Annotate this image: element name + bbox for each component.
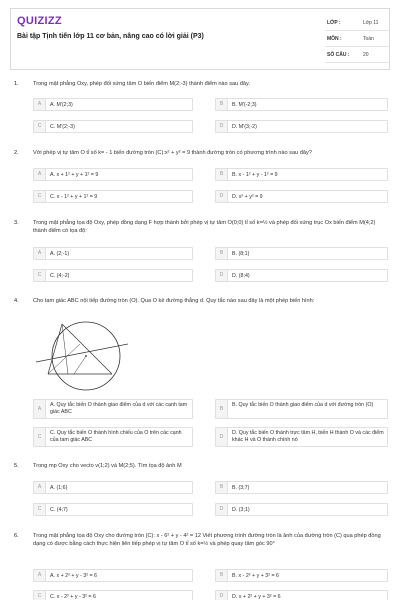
quizizz-logo: QUIZIZZ — [17, 15, 62, 27]
option-letter: C — [34, 591, 46, 600]
question-text: Trong mặt phẳng tọa độ Oxy, phép đồng dạng F hợp thành bởi phép vị tự tâm O(0;0) tỉ số k=½ và phép đối xứng trục Ox biến điểm M(4;2) thành điểm có tọa độ: — [33, 220, 376, 234]
question-number: 6. — [14, 533, 19, 539]
option-text: A. x + 2² + y - 3² = 6 — [50, 573, 97, 579]
option-letter: C — [34, 191, 46, 202]
meta-value: Lớp 11 — [363, 20, 379, 26]
meta-key: SỐ CÂU : — [327, 52, 350, 58]
question-number: 1. — [14, 81, 19, 87]
answer-option[interactable] — [33, 98, 193, 111]
radius-line — [74, 356, 86, 374]
option-letter: D — [216, 591, 228, 600]
answer-option[interactable] — [33, 190, 193, 203]
worksheet-header — [10, 8, 390, 70]
triangle-circle-figure — [34, 316, 134, 394]
meta-key: LỚP : — [327, 20, 341, 26]
option-text: C. (4;-2) — [50, 273, 70, 279]
option-letter: C — [34, 504, 46, 515]
option-letter: B — [216, 482, 228, 493]
question-text: Trong mặt phẳng Oxy, phép đối xứng tâm O biến điểm M(2;-3) thành điểm nào sau đây. — [33, 81, 250, 87]
option-letter: B — [216, 99, 228, 110]
option-text: B. x - 1² + y - 1² = 9 — [232, 172, 278, 178]
meta-row-class — [325, 15, 389, 31]
answer-option[interactable] — [33, 399, 193, 419]
question-number: 5. — [14, 463, 19, 469]
option-text: A. x + 1² + y + 1² = 9 — [50, 172, 99, 178]
option-letter: D — [216, 121, 228, 132]
answer-option[interactable] — [33, 120, 193, 133]
answer-option[interactable] — [215, 190, 388, 203]
option-text: B. M'(-2;3) — [232, 102, 257, 108]
option-text: D. x + 2² + y + 3² = 6 — [232, 594, 281, 600]
option-letter: C — [34, 270, 46, 281]
option-text: C. Quy tắc biến O thành hình chiếu của O trên các cạnh của tam giác ABC — [50, 430, 182, 443]
answer-option[interactable] — [215, 569, 388, 582]
option-letter: D — [216, 191, 228, 202]
triangle-side — [48, 324, 62, 374]
answer-option[interactable] — [33, 590, 193, 600]
option-text: C. x - 2² + y - 3² = 6 — [50, 594, 96, 600]
question-text: Trong mp Oxy cho vecto v(1;2) và M(2;5). Tìm tọa độ ảnh M — [33, 463, 182, 469]
altitude-line — [62, 324, 68, 374]
answer-option[interactable] — [215, 427, 388, 447]
answer-option[interactable] — [215, 503, 388, 516]
answer-option[interactable] — [215, 247, 388, 260]
center-point — [85, 355, 87, 357]
option-letter: D — [216, 504, 228, 515]
answer-option[interactable] — [33, 427, 193, 447]
answer-option[interactable] — [33, 269, 193, 282]
meta-row-subject — [325, 31, 389, 47]
question-text: Cho tam giác ABC nội tiếp đường tròn (O). Qua O kẻ đường thẳng d. Quy tắc nào sau đây là một phép biến hình: — [33, 298, 315, 304]
worksheet-title: Bài tập Tịnh tiến lớp 11 cơ bản, nâng cao có lời giải (P3) — [17, 33, 204, 40]
answer-option[interactable] — [33, 247, 193, 260]
option-letter: C — [34, 121, 46, 132]
option-letter: A — [34, 570, 46, 581]
option-text: B. Quy tắc biến O thành giao điểm của d với đường tròn (O) — [232, 402, 374, 408]
option-letter: A — [34, 400, 46, 418]
option-letter: B — [216, 570, 228, 581]
option-text: A. M'(2;3) — [50, 102, 73, 108]
option-letter: A — [34, 169, 46, 180]
question-number: 2. — [14, 150, 19, 156]
answer-option[interactable] — [33, 168, 193, 181]
option-letter: A — [34, 248, 46, 259]
option-letter: C — [34, 428, 46, 446]
option-text: C. (4;7) — [50, 507, 68, 513]
question-number: 4. — [14, 298, 19, 304]
line-d — [36, 344, 128, 362]
answer-option[interactable] — [33, 503, 193, 516]
option-letter: B — [216, 400, 228, 418]
option-text: D. M'(3;-2) — [232, 124, 257, 130]
option-letter: B — [216, 169, 228, 180]
option-text: A. (2;-1) — [50, 251, 70, 257]
meta-value: 20 — [363, 52, 369, 58]
option-text: A. (1;6) — [50, 485, 68, 491]
option-letter: A — [34, 99, 46, 110]
answer-option[interactable] — [33, 569, 193, 582]
question-text: Trong mặt phẳng tọa độ Oxy cho đường tròn (C): x - 6² + y - 4² = 12 Viết phương trình đường tròn là ảnh của đường tròn (C) qua phép đồng dạng có được bằng cách thực hiện liên tiếp phép vị tự tâm O tỉ số k=½ và phép quay tâm góc 90° — [33, 533, 381, 547]
meta-row-count — [325, 47, 389, 63]
option-letter: D — [216, 428, 228, 446]
option-text: D. (8;4) — [232, 273, 250, 279]
option-letter: B — [216, 248, 228, 259]
option-letter: D — [216, 270, 228, 281]
question-text: Với phép vị tự tâm O tỉ số k= - 1 biến đường tròn (C):x² + y² = 9 thành đường tròn có phương trình nào sau đây? — [33, 150, 312, 156]
triangle-side — [62, 324, 112, 374]
option-text: D. x² + y² = 9 — [232, 194, 263, 200]
option-letter: A — [34, 482, 46, 493]
option-text: B. (8;1) — [232, 251, 250, 257]
question-number: 3. — [14, 220, 19, 226]
option-text: A. Quy tắc biến O thành giao điểm của d với các cạnh tam giác ABC — [50, 402, 188, 415]
answer-option[interactable] — [215, 269, 388, 282]
meta-value: Toán — [363, 36, 374, 42]
answer-option[interactable] — [215, 399, 388, 419]
worksheet-meta — [325, 15, 389, 63]
answer-option[interactable] — [33, 481, 193, 494]
answer-option[interactable] — [215, 590, 388, 600]
answer-option[interactable] — [215, 481, 388, 494]
option-text: C. M'(2;-3) — [50, 124, 75, 130]
option-text: B. (3;7) — [232, 485, 250, 491]
answer-option[interactable] — [215, 168, 388, 181]
meta-key: MÔN : — [327, 36, 342, 42]
option-text: C. x - 1² + y + 1² = 9 — [50, 194, 98, 200]
option-text: D. (3;1) — [232, 507, 250, 513]
option-text: B. x - 2² + y + 3² = 6 — [232, 573, 279, 579]
answer-option[interactable] — [215, 98, 388, 111]
answer-option[interactable] — [215, 120, 388, 133]
option-text: D. Quy tắc biến O thành trực tâm H, biến H thành O và các điểm khác H và O thành chính nó — [232, 430, 384, 443]
